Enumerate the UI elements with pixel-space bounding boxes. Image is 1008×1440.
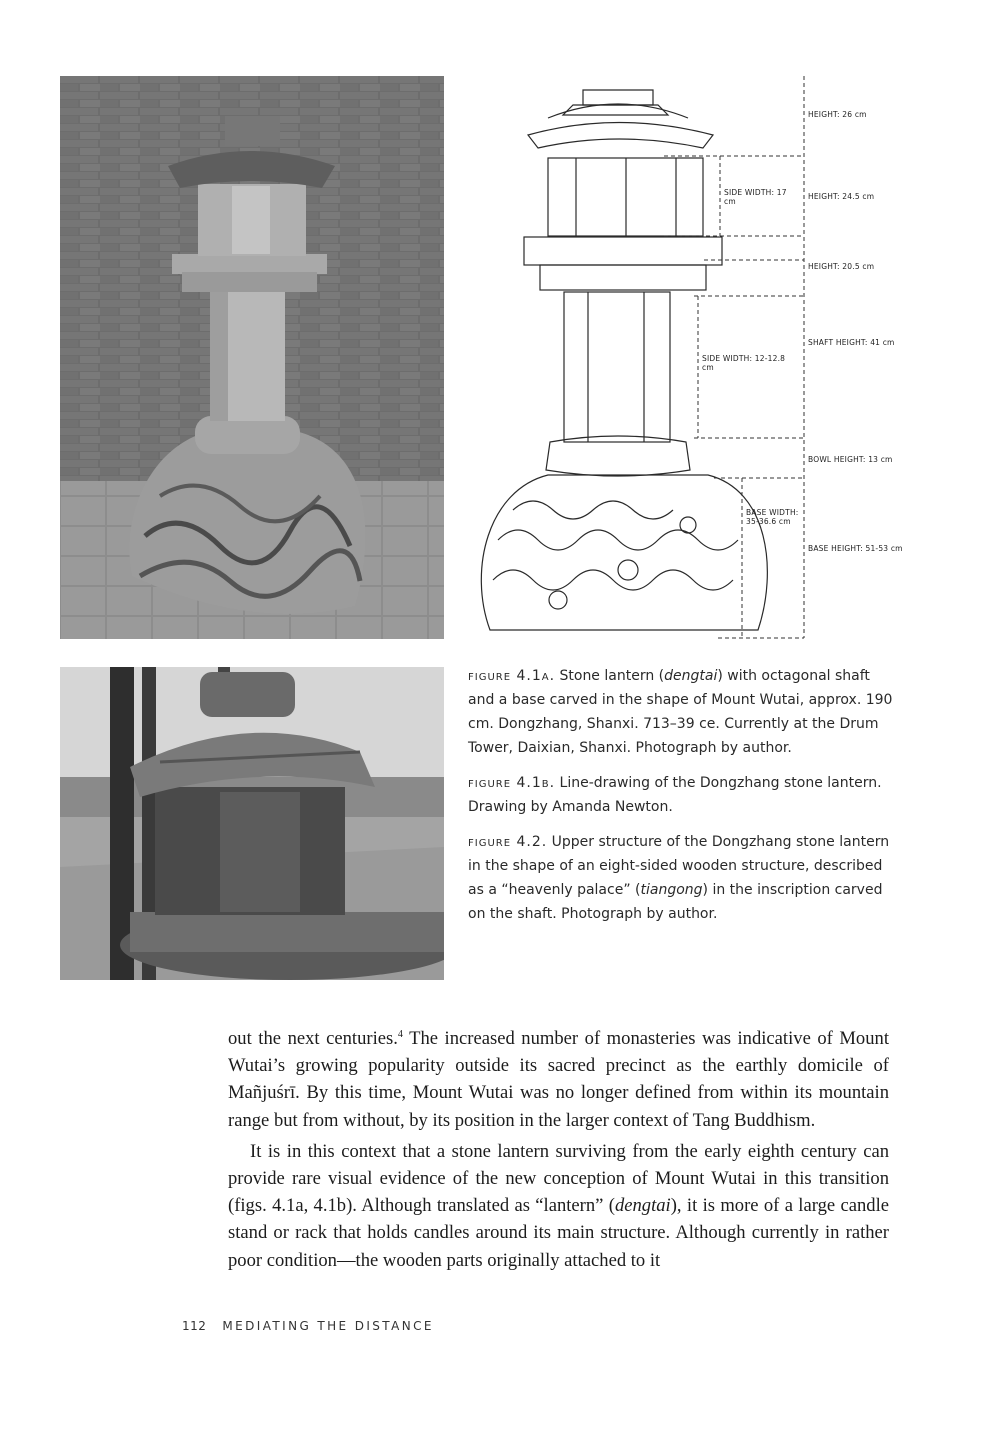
photo-lantern-full-icon — [60, 76, 444, 639]
paragraph-text: out the next centuries. — [228, 1028, 398, 1049]
caption-text: ) in the inscription carved on the shaft. Photograph by author. — [468, 882, 883, 922]
body-text — [228, 1025, 889, 1274]
running-head: MEDIATING THE DISTANCE — [222, 1319, 434, 1333]
dimension-label: SHAFT HEIGHT: 41 cm — [808, 338, 895, 347]
dimension-label: HEIGHT: 26 cm — [808, 110, 867, 119]
caption-text: Upper structure of the Dongzhang stone lantern in the shape of an eight-sided wooden structure, described as a “heavenly palace” ( — [468, 834, 890, 898]
caption-text: Stone lantern ( — [555, 668, 665, 684]
dimension-label: SIDE WIDTH: 17 cm — [724, 188, 787, 206]
figure-4-1b-drawing — [468, 70, 954, 644]
caption-text: ) with octagonal shaft and a base carved in the shape of Mount Wutai, approx. 190 cm. Dongzhang, Shanxi. 713–39 ce. Currently at the Drum Tower, Daixian, Shanxi. Photograph by author. — [468, 668, 893, 756]
dimension-label: BASE HEIGHT: 51-53 cm — [808, 544, 903, 553]
page-footer — [182, 1319, 434, 1333]
paragraph-italic: dengtai — [614, 1195, 671, 1217]
caption-text: Line-drawing of the Dongzhang stone lantern. Drawing by Amanda Newton. — [468, 775, 882, 815]
caption-italic: dengtai — [664, 668, 718, 684]
paragraph-text: ), it is more of a large candle stand or rack that holds candles around its main structure. Although currently in rather poor condition—the wooden parts originally attached to it — [228, 1195, 889, 1271]
page-number: 112 — [182, 1319, 207, 1333]
figure-4-2-photo — [60, 667, 444, 980]
caption-italic: tiangong — [640, 882, 703, 898]
figure-4-1a-photo — [60, 76, 444, 639]
caption-label: figure 4.1a. — [468, 668, 556, 684]
paragraph-text: The increased number of monasteries was indicative of Mount Wutai’s growing popularity outside its sacred precinct as the earthly domicile of Mañjuśrī. By this time, Mount Wutai was no longer defined from within its mountain range but from without, by its position in the larger context of Tang Buddhism. — [228, 1028, 889, 1131]
photo-lantern-upper-icon — [60, 667, 444, 980]
footnote-marker[interactable]: 4 — [397, 1028, 403, 1040]
dimension-label: HEIGHT: 24.5 cm — [808, 192, 875, 201]
figure-captions — [468, 664, 898, 937]
dimension-label: HEIGHT: 20.5 cm — [808, 262, 875, 271]
caption-label: figure 4.1b. — [468, 775, 556, 791]
dimension-label: SIDE WIDTH: 12-12.8 cm — [702, 354, 786, 372]
caption-4-2 — [468, 830, 898, 926]
dimension-label: BASE WIDTH: 35-36.6 cm — [746, 508, 799, 526]
caption-label: figure 4.2. — [468, 834, 548, 850]
paragraph-text: It is in this context that a stone lantern surviving from the early eighth century can provide rare visual evidence of the new conception of Mount Wutai in this transition (figs. 4.1a, 4.1b). Although translated as “lantern” ( — [228, 1140, 889, 1217]
paragraph-2 — [228, 1138, 889, 1274]
caption-4-1a — [468, 664, 898, 760]
dimension-label: BOWL HEIGHT: 13 cm — [808, 455, 893, 464]
paragraph-1 — [228, 1025, 889, 1134]
caption-4-1b — [468, 771, 898, 819]
